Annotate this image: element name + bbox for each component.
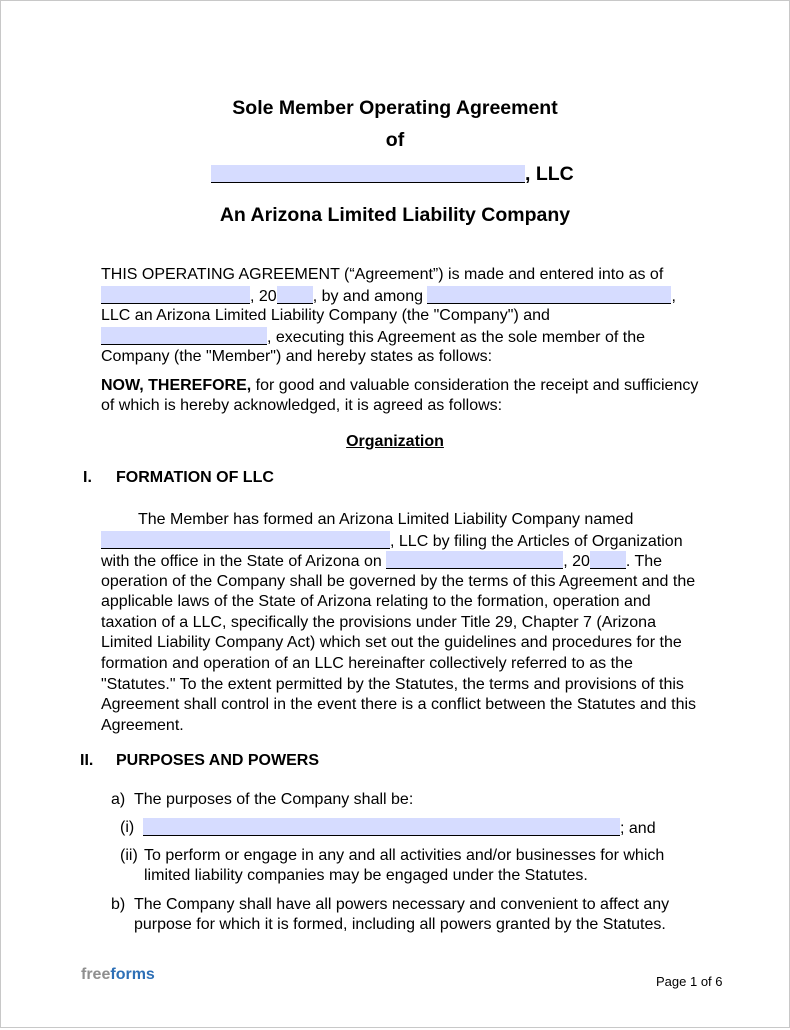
section-1-number: I. <box>83 469 92 486</box>
intro-line-2: , 20 , by and among , <box>101 286 676 307</box>
freeforms-logo: freeforms <box>81 966 155 983</box>
s2-item-i-marker: (i) <box>120 819 135 836</box>
section-1-title: FORMATION OF LLC <box>116 469 274 486</box>
s1-line-1: The Member has formed an Arizona Limited Liability Company named <box>138 511 634 528</box>
s2-item-ii-line-1: To perform or engage in any and all activities and/or businesses for which <box>144 847 665 864</box>
s1-line-2: , LLC by filing the Articles of Organization <box>101 531 683 552</box>
section-2-title: PURPOSES AND POWERS <box>116 752 319 769</box>
purpose-field[interactable] <box>143 818 620 836</box>
agreement-year-field[interactable] <box>277 286 313 304</box>
member-name-field[interactable] <box>101 327 267 345</box>
s2-item-b-line-1: The Company shall have all powers necessary and convenient to affect any <box>134 896 670 913</box>
s1-line-9: "Statutes." To the extent permitted by the Statutes, the terms and provisions of this <box>101 676 684 693</box>
intro-line-3: LLC an Arizona Limited Liability Company (the "Company") and <box>101 307 550 324</box>
section-organization-heading: Organization <box>346 433 444 450</box>
s2-item-a-marker: a) <box>111 791 126 808</box>
s1-line-10: Agreement shall control in the event there is a conflict between the Statutes and this <box>101 696 697 713</box>
intro-line-5: Company (the "Member") and hereby states as follows: <box>101 348 493 365</box>
s1-line-11: Agreement. <box>101 717 184 734</box>
page-number: Page 1 of 6 <box>656 974 723 989</box>
doc-title-line2: of <box>385 129 405 151</box>
company-name-field-2[interactable] <box>427 286 671 304</box>
llc-suffix: , LLC <box>525 163 574 185</box>
s1-line-5: applicable laws of the State of Arizona relating to the formation, operation and <box>101 593 651 610</box>
s1-line-8: formation and operation of an LLC hereinafter collectively referred to as the <box>101 655 633 672</box>
s2-item-b-marker: b) <box>111 896 126 913</box>
s2-item-ii-line-2: limited liability companies may be engaged under the Statutes. <box>144 867 588 884</box>
llc-name-field[interactable] <box>101 531 390 549</box>
section-2-number: II. <box>80 752 94 769</box>
company-name-field[interactable] <box>211 165 525 183</box>
filing-year-field[interactable] <box>590 551 626 569</box>
s2-item-b-line-2: purpose for which it is formed, including all powers granted by the Statutes. <box>134 916 666 933</box>
doc-subtitle: An Arizona Limited Liability Company <box>219 204 571 226</box>
s1-line-3: with the office in the State of Arizona on , 20 . The <box>101 553 663 570</box>
now-therefore-line-2: of which is hereby acknowledged, it is agreed as follows: <box>101 397 503 414</box>
s1-line-7: Limited Liability Company Act) which set out the guidelines and procedures for the <box>101 634 682 651</box>
company-name-line <box>211 163 574 186</box>
s1-line-4: operation of the Company shall be governed by the terms of this Agreement and the <box>101 573 696 590</box>
intro-line-4: , executing this Agreement as the sole member of the <box>101 327 645 348</box>
filing-date-field[interactable] <box>386 551 563 569</box>
doc-title-line1: Sole Member Operating Agreement <box>232 97 558 119</box>
agreement-date-field[interactable] <box>101 286 250 304</box>
intro-line-1: THIS OPERATING AGREEMENT (“Agreement”) is made and entered into as of <box>101 266 664 283</box>
s2-item-a-text: The purposes of the Company shall be: <box>134 791 414 808</box>
s2-item-i-line: ; and <box>143 818 656 839</box>
s2-item-ii-marker: (ii) <box>120 847 138 864</box>
now-therefore-line-1: NOW, THEREFORE, for good and valuable consideration the receipt and sufficiency <box>101 377 699 394</box>
s1-line-6: taxation of a LLC, specifically the provisions under Title 29, Chapter 7 (Arizona <box>101 614 656 631</box>
